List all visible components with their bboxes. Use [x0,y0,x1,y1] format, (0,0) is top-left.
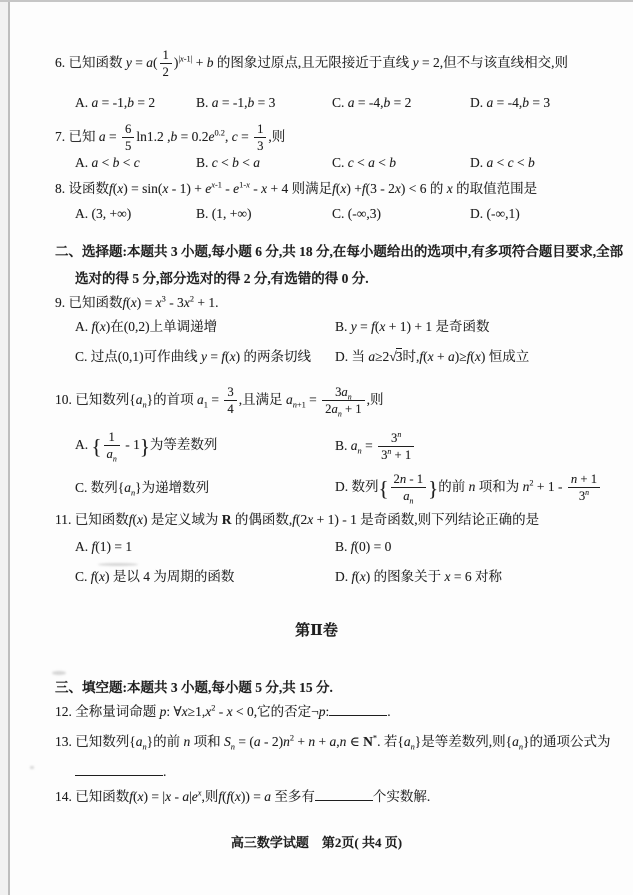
question-10-option-d: D. 数列{ $\frac{2n - 1}{a_n}$ }的前 n 项和为 $n^2 + 1$ - $\frac{n + 1}{3^n}$ [335,466,618,510]
question-8-stem: 8. 设函数$f(x) = \sin(x - 1) + e^{x-1} - e^{1-x} - x + 4$ 则满足f(x) +f(3 - 2x) < 6 的 x 的取值范围是 [55,180,538,196]
question-13-answer-blank: . [75,762,166,782]
page-footer: 高三数学试题 第2页( 共4 页) [230,835,403,850]
scan-noise [52,671,66,675]
section3-header: 三、填空题:本题共 3 小题,每小题 5 分,共 15 分. [55,680,333,695]
question-11-stem: 11. 已知函数f(x) 是定义域为 R 的偶函数,f(2x + 1) - 1 是奇函数,则下列结论正确的是 [55,512,540,527]
question-13-stem-line1: 13. 已知数列$\{a_n\}$的前 n 项和 $S_n = (a - 2)n^2 + n + a,n$ ∈ N*. 若$\{a_n\}$是等差数列,则$\{a_n\}$的通项公式为 [55,733,611,752]
question-10-options-row2 [75,466,618,510]
question-6-option-b: B. a = -1,b = 3 [196,95,276,110]
scan-edge-top [0,0,633,2]
question-11-option-b: B. f(0) = 0 [335,539,392,554]
question-11-options-row1 [75,537,618,557]
question-8-options [75,204,618,224]
question-11-options-row2 [75,567,618,587]
question-6-options [75,93,618,113]
question-9-options-row1 [75,317,618,337]
question-8-option-a: A. (3, +∞) [75,206,132,221]
question-8-option-d: D. (-∞,1) [470,206,520,221]
question-10-stem: 10. 已知数列$\{a_n\}$的首项 $a_1$ = $\frac{3}{4}$ ,且满足 $a_{n+1}$ = $\frac{3a_n}{2a_n + 1}$ ,则 [55,384,384,419]
question-10-option-c: C. 数列$\{a_n\}$为递增数列 [75,479,210,498]
question-6-option-d: D. a = -4,b = 3 [470,95,551,110]
question-7-option-d: D. a < c < b [470,155,535,170]
question-9-stem: 9. 已知函数$f(x) = x^3 - 3x^2 + 1$. [55,294,219,310]
question-9-options-row2 [75,347,618,367]
question-9-option-c: C. 过点(0,1)可作曲线 y = f(x) 的两条切线 [75,349,312,364]
question-7-option-c: C. c < a < b [332,155,397,170]
question-8-option-c: C. (-∞,3) [332,206,381,221]
question-11-option-a: A. f(1) = 1 [75,539,133,554]
question-7-option-a: A. a < b < c [75,155,140,170]
question-6-stem: 6. 已知函数 y = a( $\frac{1}{2}$ )$^{|x-1|}$ + b 的图象过原点,且无限接近于直线 y = 2,但不与该直线相交,则 [55,47,569,80]
question-8-option-b: B. (1, +∞) [196,206,252,221]
question-6-option-a: A. a = -1,b = 2 [75,95,156,110]
question-12-stem: 12. 全称量词命题 p: $\forall x\ge 1,x^2 - x < 0$,它的否定¬p: . [55,703,391,719]
section2-header-line2: 选对的得 5 分,部分选对的得 2 分,有选错的得 0 分. [75,271,369,286]
scan-noise [30,766,34,769]
question-9-option-b: B. y = f(x + 1) + 1 是奇函数 [335,319,490,334]
question-7-stem: 7. 已知 a = $\frac{6}{5}$ ln1.2 $,b = 0.2e^{0.2}$, c = $\frac{1}{3}$ ,则 [55,121,286,154]
question-6-option-c: C. a = -4,b = 2 [332,95,412,110]
question-11-option-d: D. f(x) 的图象关于 x = 6 对称 [335,569,503,584]
scan-edge-line [8,0,10,895]
question-10-options-row1 [75,424,618,468]
question-7-options [75,153,618,173]
scan-edge-shade [0,0,8,895]
question-9-option-d: D. 当 a≥2√3时,f(x + a)≥f(x) 恒成立 [335,349,530,364]
question-14-stem: 14. 已知函数$f(x) = |x - a|e^x$,则f(f(x)) = a 至多有 个实数解. [55,788,431,804]
scan-noise [98,563,138,566]
question-9-option-a: A. f(x)在(0,2)上单调递增 [75,319,218,334]
question-10-option-a: A. { $\frac{1}{a_n}$ - 1}为等差数列 [75,429,218,464]
question-10-option-b: B. $a_n$ = $\frac{3^n}{3^n + 1}$ [335,425,618,467]
part2-title: 第Ⅱ卷 [295,623,338,639]
question-7-option-b: B. c < b < a [196,155,261,170]
question-11-option-c: C. f(x) 是以 4 为周期的函数 [75,569,235,584]
section2-header-line1: 二、选择题:本题共 3 小题,每小题 6 分,共 18 分,在每小题给出的选项中,有多项符合题目要求,全部 [55,244,624,259]
